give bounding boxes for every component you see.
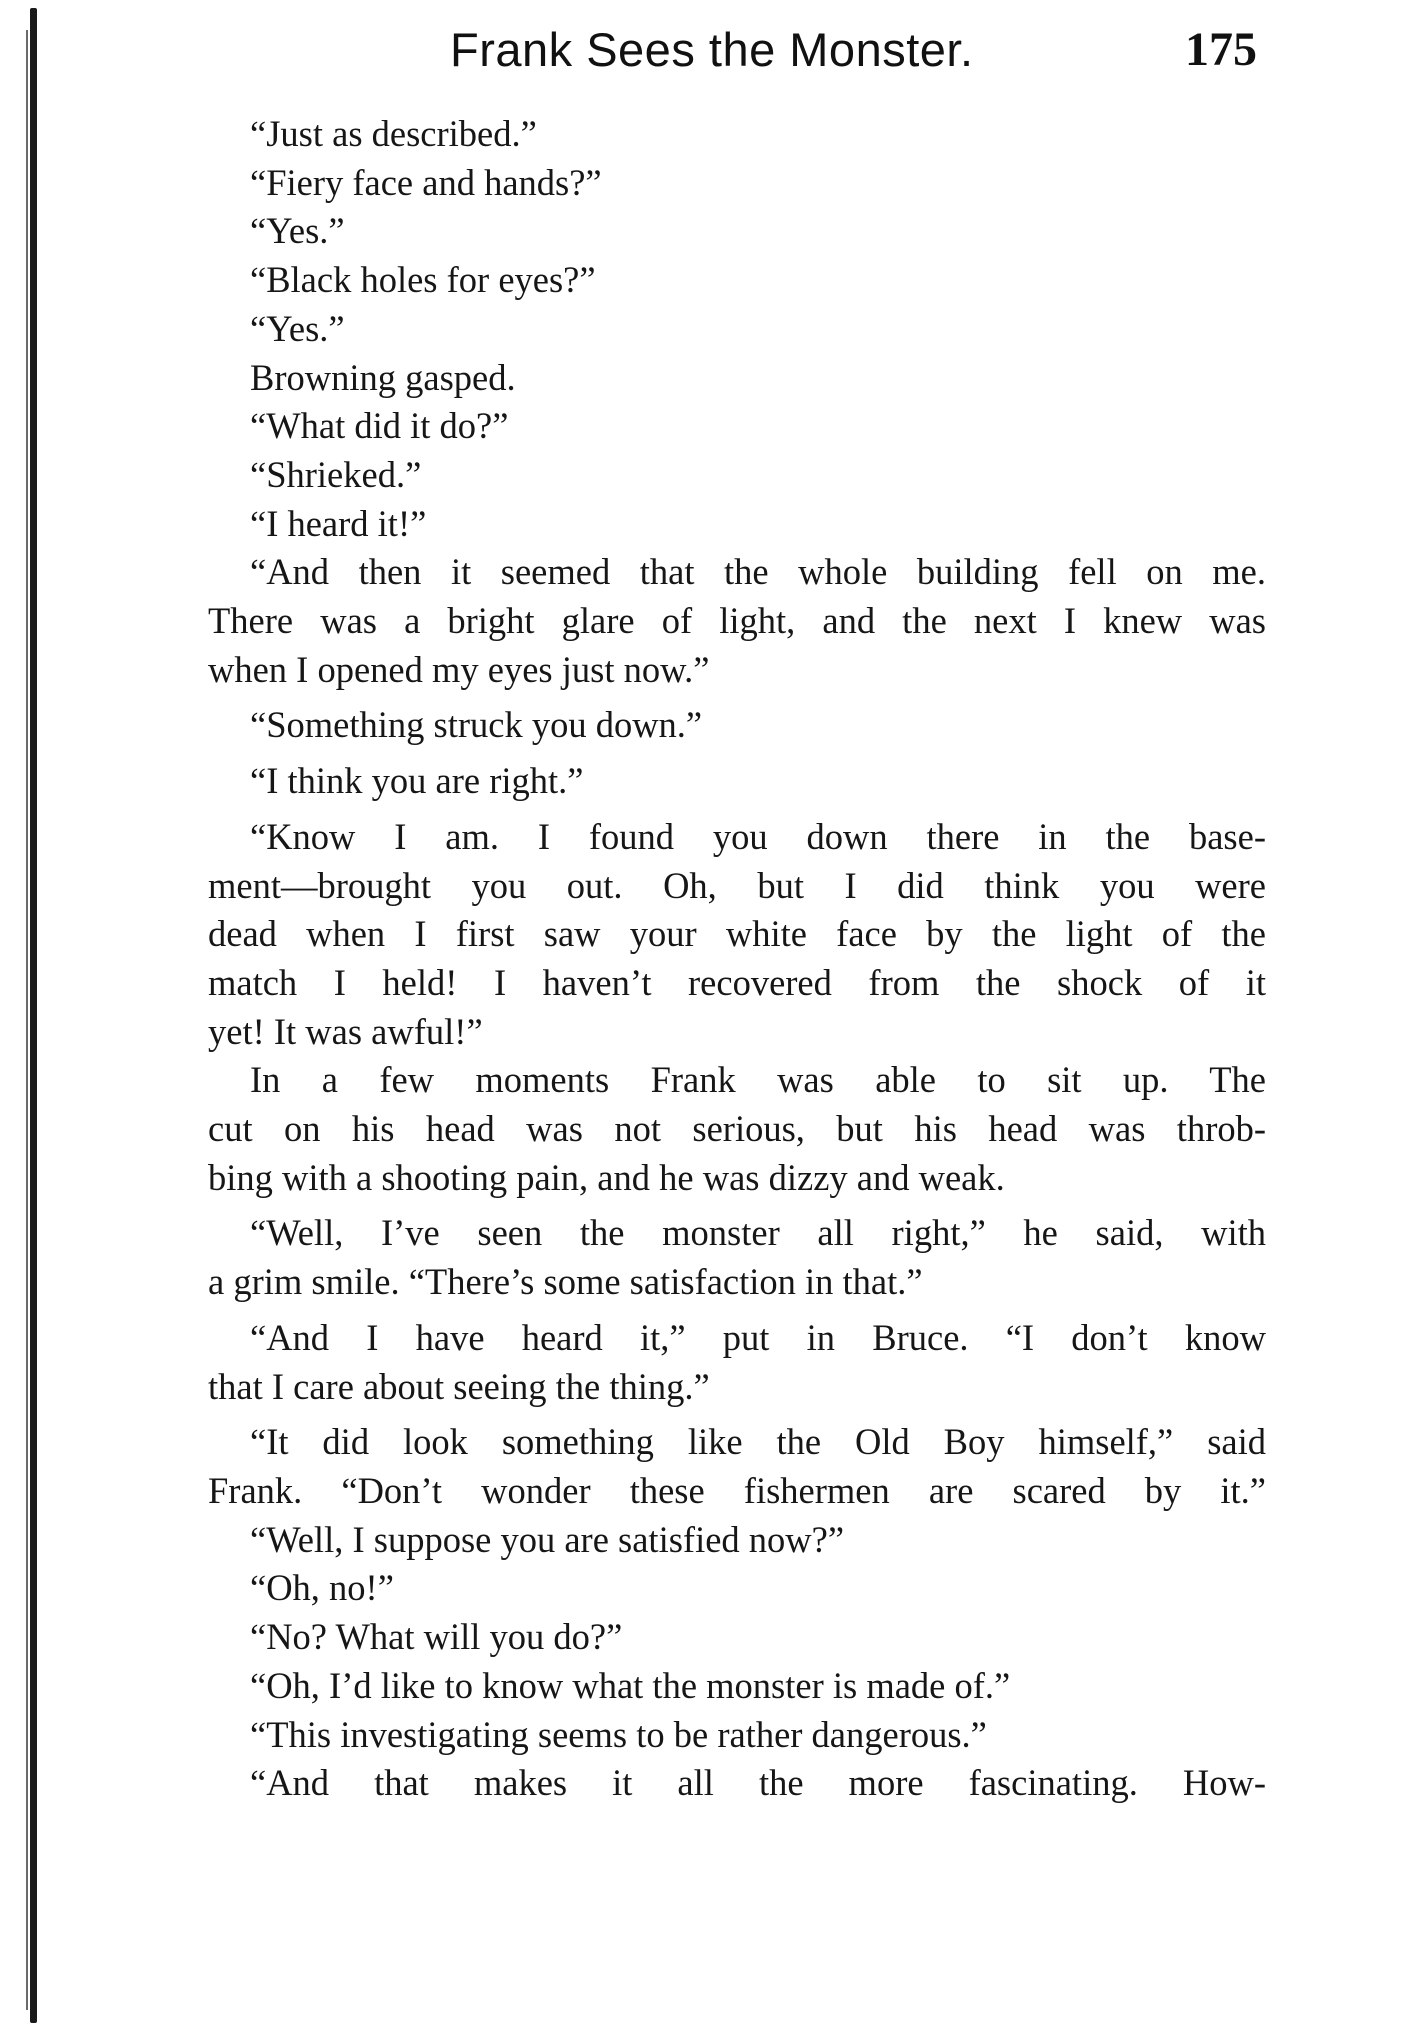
text-line: “Fiery face and hands?” [250,161,602,203]
text-line: match I held! I haven’t recovered from the shock of it [208,961,1266,1003]
text-line: “Shrieked.” [250,453,422,495]
text-line: ment—brought you out. Oh, but I did think you were [208,864,1266,906]
running-head [0,18,1405,88]
text-line: “Yes.” [250,307,345,349]
text-line: “Black holes for eyes?” [250,259,596,301]
text-line: “I think you are right.” [250,760,584,802]
text-line: There was a bright glare of light, and the next I knew was [208,600,1266,642]
text-line: Browning gasped. [250,356,516,398]
text-line: “Something struck you down.” [250,704,703,746]
text-line: “This investigating seems to be rather dangerous.” [250,1713,987,1755]
binding-edge [30,8,37,2023]
text-line: “Oh, no!” [250,1567,394,1609]
body-text [208,110,1266,1808]
text-line: “And I have heard it,” put in Bruce. “I don’t know [250,1316,1266,1358]
text-line: that I care about seeing the thing.” [208,1365,710,1407]
text-line: “Oh, I’d like to know what the monster is made of.” [250,1664,1011,1706]
text-line: cut on his head was not serious, but his head was throb- [208,1108,1266,1150]
page-number: 175 [1185,23,1257,76]
text-line: “Know I am. I found you down there in the base- [250,815,1266,857]
text-line: “Well, I suppose you are satisfied now?” [250,1518,845,1560]
text-line: Frank. “Don’t wonder these fishermen are scared by it.” [208,1469,1266,1511]
text-line: a grim smile. “There’s some satisfaction in that.” [208,1261,923,1303]
text-line: “What did it do?” [250,405,509,447]
text-line: “And then it seemed that the whole building fell on me. [250,551,1266,593]
text-line: yet! It was awful!” [208,1010,483,1052]
text-line: “No? What will you do?” [250,1616,623,1658]
text-line: “And that makes it all the more fascinating. How- [250,1762,1266,1804]
text-line: “It did look something like the Old Boy himself,” said [250,1421,1266,1463]
text-line: dead when I first saw your white face by the light of the [208,913,1266,955]
text-line: “Yes.” [250,210,345,252]
text-line: “Well, I’ve seen the monster all right,” he said, with [250,1212,1266,1254]
text-line: “I heard it!” [250,502,427,544]
text-line: “Just as described.” [250,113,537,154]
text-line: bing with a shooting pain, and he was dizzy and weak. [208,1156,1005,1198]
text-line: In a few moments Frank was able to sit up. The [250,1059,1266,1101]
text-line: when I opened my eyes just now.” [208,648,710,690]
binding-shadow [26,30,28,2010]
running-title: Frank Sees the Monster. [450,23,974,76]
